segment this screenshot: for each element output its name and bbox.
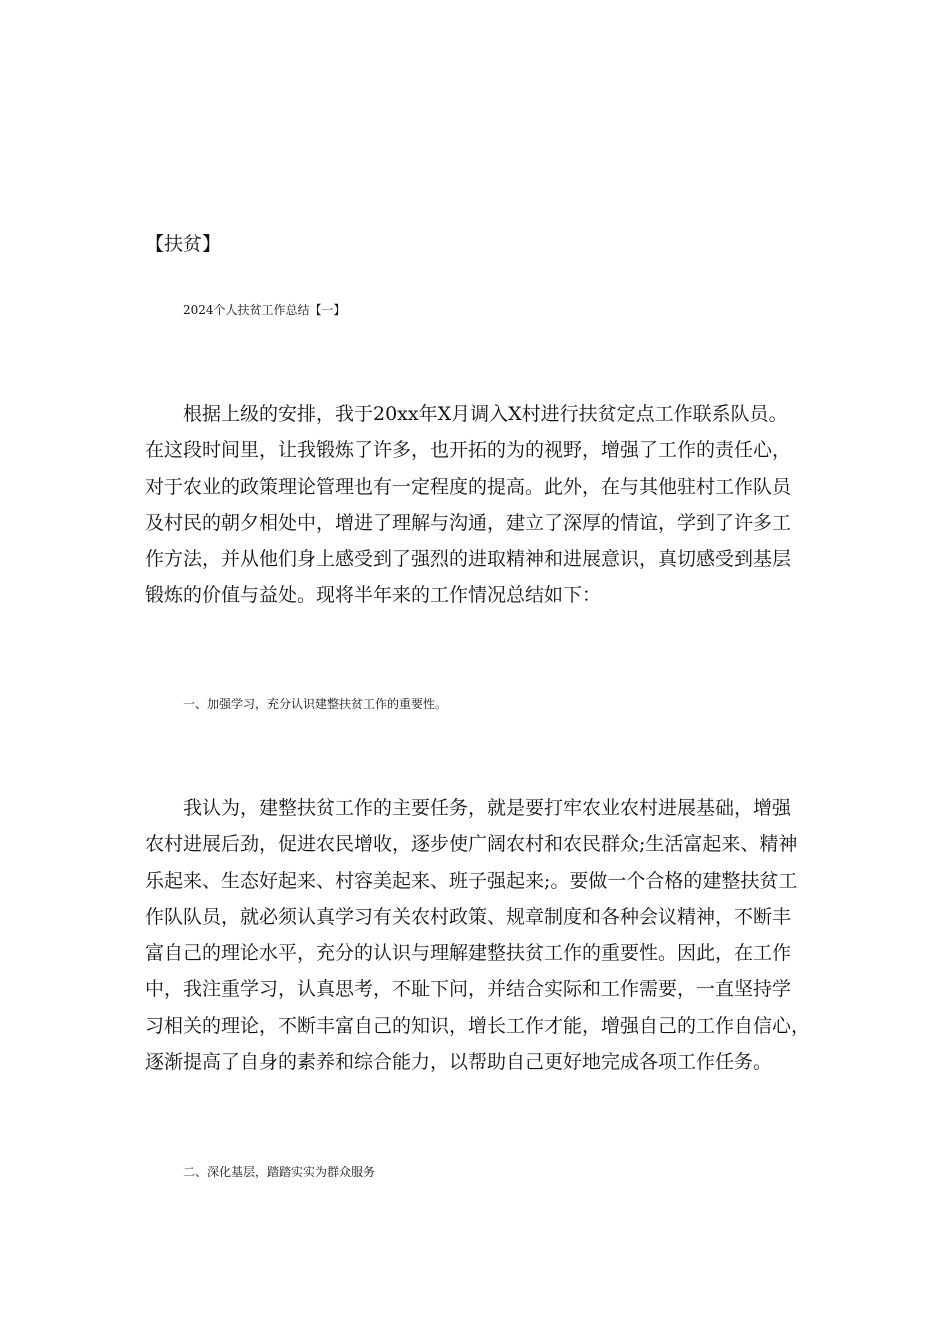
document-tag: 【扶贫】 (145, 233, 222, 255)
paragraph-line: 在这段时间里，让我锻炼了许多，也开拓的为的视野，增强了工作的责任心， (145, 439, 792, 462)
document-title: 2024个人扶贫工作总结【一】 (183, 303, 346, 317)
paragraph-line: 中，我注重学习，认真思考，不耻下问，并结合实际和工作需要，一直坚持学 (145, 978, 792, 1001)
paragraph-line: 根据上级的安排，我于20xx年X月调入X村进行扶贫定点工作联系队员。 (183, 403, 788, 425)
paragraph-line: 逐渐提高了自身的素养和综合能力，以帮助自己更好地完成各项工作任务。 (145, 1051, 773, 1074)
paragraph-line: 富自己的理论水平，充分的认识与理解建整扶贫工作的重要性。因此，在工作 (145, 942, 792, 965)
section-heading-1: 一、加强学习，充分认识建整扶贫工作的重要性。 (183, 697, 448, 711)
paragraph-line: 作队队员，就必须认真学习有关农村政策、规章制度和各种会议精神，不断丰 (145, 905, 792, 928)
paragraph-line: 我认为，建整扶贫工作的主要任务，就是要打牢农业农村进展基础，增强 (183, 797, 792, 819)
paragraph-line: 对于农业的政策理论管理也有一定程度的提高。此外，在与其他驻村工作队员 (145, 475, 792, 498)
paragraph-1 (145, 396, 825, 614)
paragraph-line: 锻炼的价值与益处。现将半年来的工作情况总结如下： (145, 584, 602, 607)
paragraph-line: 乐起来、生态好起来、村容美起来、班子强起来;。要做一个合格的建整扶贫工 (145, 869, 798, 892)
paragraph-2 (145, 790, 825, 1080)
paragraph-line: 及村民的朝夕相处中，增进了理解与沟通，建立了深厚的情谊，学到了许多工 (145, 511, 792, 534)
paragraph-line: 习相关的理论，不断丰富自己的知识，增长工作才能，增强自己的工作自信心， (145, 1014, 811, 1037)
paragraph-line: 作方法，并从他们身上感受到了强烈的进取精神和进展意识，真切感受到基层 (145, 548, 792, 571)
section-heading-2: 二、深化基层，踏踏实实为群众服务 (183, 1165, 376, 1179)
paragraph-line: 农村进展后劲，促进农民增收，逐步使广阔农村和农民群众;生活富起来、精神 (145, 833, 798, 856)
